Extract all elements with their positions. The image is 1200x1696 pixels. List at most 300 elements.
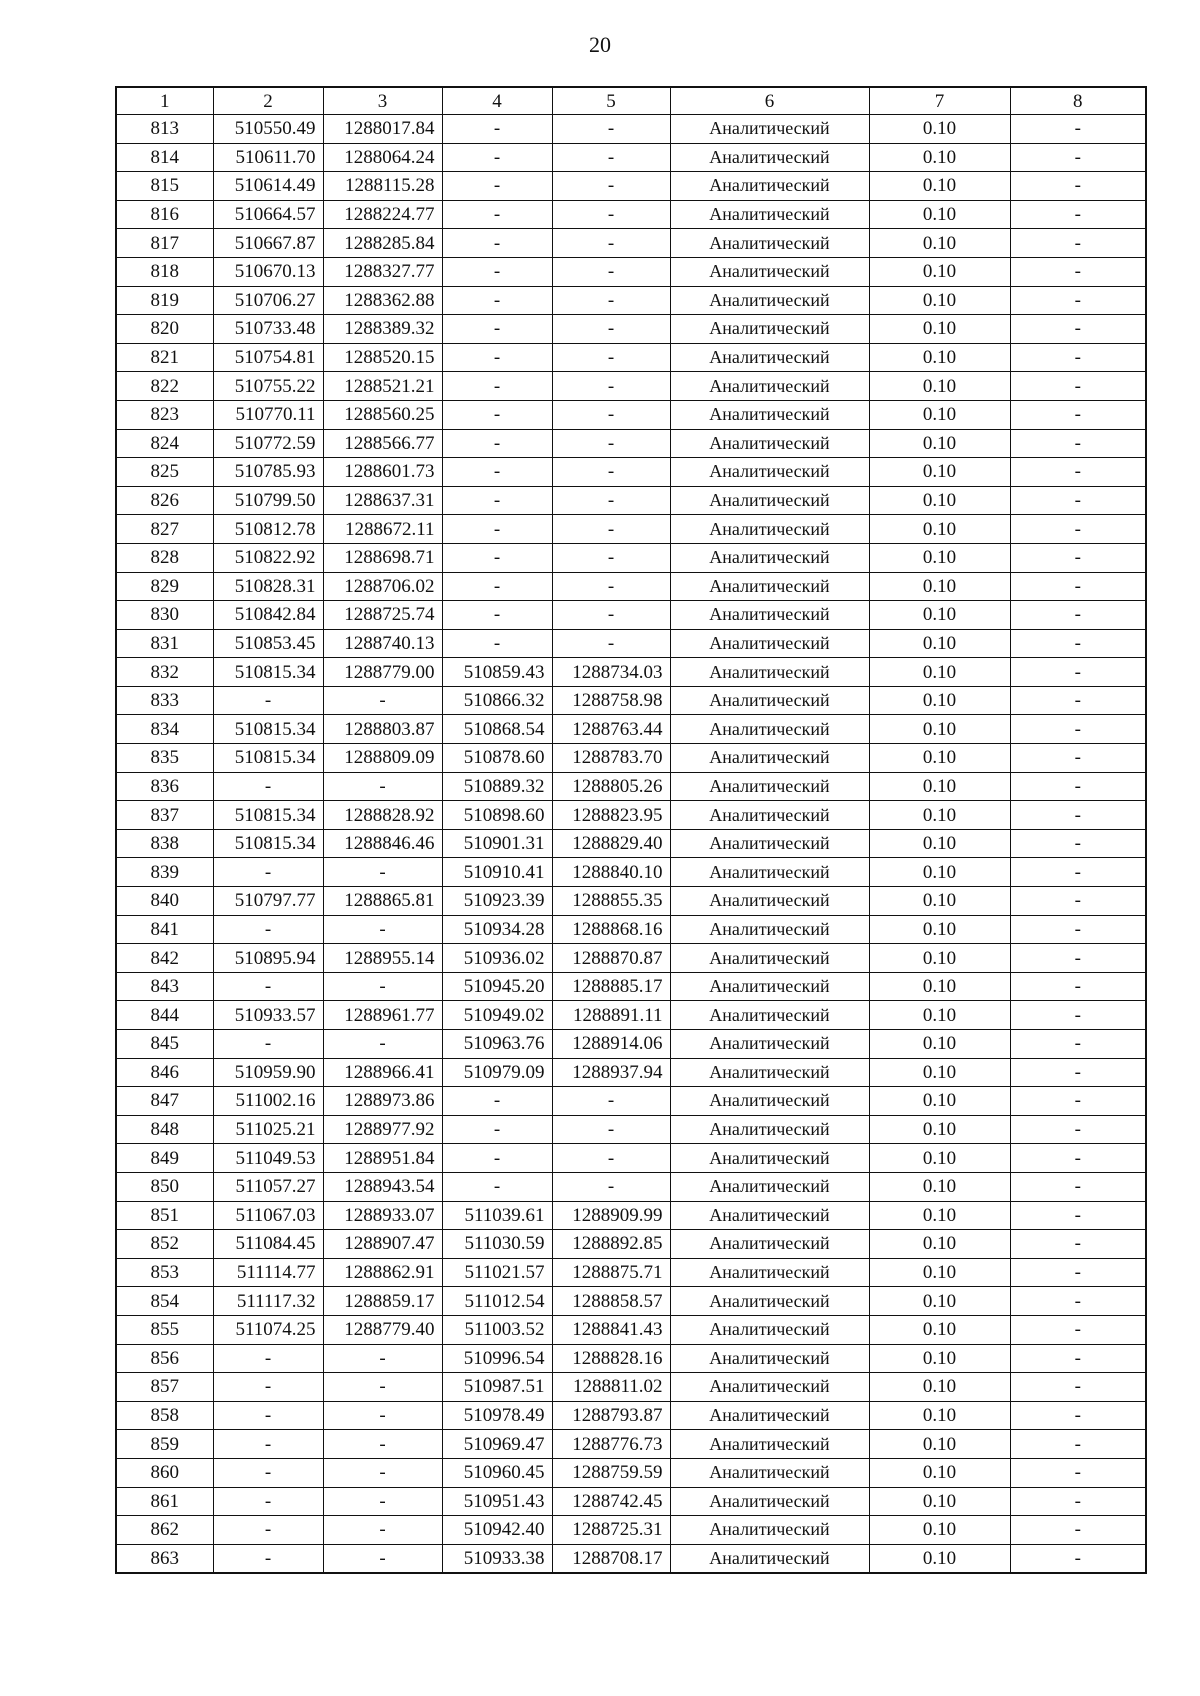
- table-row: [116, 1315, 1146, 1344]
- method-cell: Аналитический: [670, 486, 869, 515]
- note-cell: -: [1010, 1287, 1146, 1316]
- method-cell: Аналитический: [670, 1458, 869, 1487]
- x-coordinate-alt-cell: 510934.28: [442, 915, 552, 944]
- method-cell: Аналитический: [670, 1487, 869, 1516]
- y-coordinate-alt-cell: 1288783.70: [552, 744, 670, 773]
- x-coordinate-cell: 510785.93: [213, 458, 323, 487]
- y-coordinate-cell: 1288285.84: [323, 229, 442, 258]
- y-coordinate-alt-cell: -: [552, 372, 670, 401]
- point-number-cell: 836: [116, 772, 213, 801]
- y-coordinate-cell: -: [323, 858, 442, 887]
- header-cell: 6: [670, 87, 869, 115]
- x-coordinate-alt-cell: -: [442, 458, 552, 487]
- y-coordinate-alt-cell: -: [552, 200, 670, 229]
- x-coordinate-cell: 510895.94: [213, 944, 323, 973]
- note-cell: -: [1010, 915, 1146, 944]
- y-coordinate-alt-cell: -: [552, 429, 670, 458]
- point-number-cell: 849: [116, 1144, 213, 1173]
- x-coordinate-alt-cell: 510910.41: [442, 858, 552, 887]
- note-cell: -: [1010, 1058, 1146, 1087]
- y-coordinate-cell: 1288327.77: [323, 257, 442, 286]
- y-coordinate-cell: -: [323, 915, 442, 944]
- point-number-cell: 820: [116, 315, 213, 344]
- y-coordinate-cell: 1288955.14: [323, 944, 442, 973]
- point-number-cell: 855: [116, 1315, 213, 1344]
- method-cell: Аналитический: [670, 772, 869, 801]
- table-row: [116, 887, 1146, 916]
- point-number-cell: 821: [116, 343, 213, 372]
- note-cell: -: [1010, 572, 1146, 601]
- x-coordinate-cell: -: [213, 1458, 323, 1487]
- table-header-row: [116, 87, 1146, 115]
- x-coordinate-alt-cell: 510996.54: [442, 1344, 552, 1373]
- x-coordinate-alt-cell: -: [442, 1172, 552, 1201]
- x-coordinate-cell: 510822.92: [213, 543, 323, 572]
- y-coordinate-alt-cell: -: [552, 1087, 670, 1116]
- accuracy-cell: 0.10: [869, 400, 1010, 429]
- y-coordinate-alt-cell: -: [552, 1172, 670, 1201]
- method-cell: Аналитический: [670, 1516, 869, 1545]
- table-row: [116, 629, 1146, 658]
- y-coordinate-cell: 1288224.77: [323, 200, 442, 229]
- table-row: [116, 372, 1146, 401]
- y-coordinate-alt-cell: 1288725.31: [552, 1516, 670, 1545]
- accuracy-cell: 0.10: [869, 829, 1010, 858]
- y-coordinate-alt-cell: 1288708.17: [552, 1544, 670, 1573]
- x-coordinate-alt-cell: 510901.31: [442, 829, 552, 858]
- table-row: [116, 1144, 1146, 1173]
- y-coordinate-cell: -: [323, 1487, 442, 1516]
- note-cell: -: [1010, 1087, 1146, 1116]
- y-coordinate-cell: -: [323, 1430, 442, 1459]
- x-coordinate-cell: 511114.77: [213, 1258, 323, 1287]
- x-coordinate-alt-cell: -: [442, 629, 552, 658]
- accuracy-cell: 0.10: [869, 629, 1010, 658]
- note-cell: -: [1010, 715, 1146, 744]
- y-coordinate-alt-cell: -: [552, 515, 670, 544]
- y-coordinate-alt-cell: -: [552, 257, 670, 286]
- y-coordinate-alt-cell: -: [552, 115, 670, 144]
- y-coordinate-cell: -: [323, 1373, 442, 1402]
- accuracy-cell: 0.10: [869, 858, 1010, 887]
- x-coordinate-alt-cell: -: [442, 515, 552, 544]
- x-coordinate-cell: 510815.34: [213, 715, 323, 744]
- accuracy-cell: 0.10: [869, 229, 1010, 258]
- table-row: [116, 400, 1146, 429]
- x-coordinate-cell: 510797.77: [213, 887, 323, 916]
- x-coordinate-cell: 510815.34: [213, 829, 323, 858]
- accuracy-cell: 0.10: [869, 1487, 1010, 1516]
- point-number-cell: 829: [116, 572, 213, 601]
- method-cell: Аналитический: [670, 1258, 869, 1287]
- method-cell: Аналитический: [670, 1030, 869, 1059]
- method-cell: Аналитический: [670, 1144, 869, 1173]
- y-coordinate-alt-cell: -: [552, 629, 670, 658]
- x-coordinate-cell: 511025.21: [213, 1115, 323, 1144]
- y-coordinate-cell: -: [323, 1401, 442, 1430]
- table-row: [116, 1516, 1146, 1545]
- accuracy-cell: 0.10: [869, 1030, 1010, 1059]
- x-coordinate-alt-cell: 510933.38: [442, 1544, 552, 1573]
- note-cell: -: [1010, 1001, 1146, 1030]
- y-coordinate-cell: -: [323, 1344, 442, 1373]
- point-number-cell: 828: [116, 543, 213, 572]
- y-coordinate-cell: 1288779.40: [323, 1315, 442, 1344]
- x-coordinate-alt-cell: 510987.51: [442, 1373, 552, 1402]
- point-number-cell: 819: [116, 286, 213, 315]
- y-coordinate-cell: -: [323, 1458, 442, 1487]
- table-row: [116, 744, 1146, 773]
- x-coordinate-cell: 510667.87: [213, 229, 323, 258]
- method-cell: Аналитический: [670, 343, 869, 372]
- y-coordinate-cell: 1288828.92: [323, 801, 442, 830]
- x-coordinate-cell: 510550.49: [213, 115, 323, 144]
- accuracy-cell: 0.10: [869, 944, 1010, 973]
- point-number-cell: 826: [116, 486, 213, 515]
- y-coordinate-cell: 1288859.17: [323, 1287, 442, 1316]
- accuracy-cell: 0.10: [869, 1344, 1010, 1373]
- point-number-cell: 861: [116, 1487, 213, 1516]
- note-cell: -: [1010, 1172, 1146, 1201]
- x-coordinate-alt-cell: 511021.57: [442, 1258, 552, 1287]
- accuracy-cell: 0.10: [869, 315, 1010, 344]
- accuracy-cell: 0.10: [869, 801, 1010, 830]
- accuracy-cell: 0.10: [869, 1258, 1010, 1287]
- x-coordinate-cell: -: [213, 858, 323, 887]
- table-row: [116, 1230, 1146, 1259]
- note-cell: -: [1010, 629, 1146, 658]
- y-coordinate-alt-cell: 1288891.11: [552, 1001, 670, 1030]
- note-cell: -: [1010, 1373, 1146, 1402]
- x-coordinate-cell: 511049.53: [213, 1144, 323, 1173]
- table-body: [116, 87, 1146, 1573]
- y-coordinate-cell: 1288566.77: [323, 429, 442, 458]
- accuracy-cell: 0.10: [869, 972, 1010, 1001]
- note-cell: -: [1010, 972, 1146, 1001]
- y-coordinate-alt-cell: 1288734.03: [552, 658, 670, 687]
- table-row: [116, 257, 1146, 286]
- point-number-cell: 834: [116, 715, 213, 744]
- accuracy-cell: 0.10: [869, 1001, 1010, 1030]
- table-row: [116, 1373, 1146, 1402]
- y-coordinate-cell: 1288706.02: [323, 572, 442, 601]
- x-coordinate-alt-cell: 511030.59: [442, 1230, 552, 1259]
- header-cell: 2: [213, 87, 323, 115]
- page-number: 20: [589, 32, 611, 57]
- x-coordinate-cell: 510933.57: [213, 1001, 323, 1030]
- accuracy-cell: 0.10: [869, 658, 1010, 687]
- y-coordinate-cell: 1288740.13: [323, 629, 442, 658]
- y-coordinate-cell: 1288961.77: [323, 1001, 442, 1030]
- note-cell: -: [1010, 658, 1146, 687]
- y-coordinate-alt-cell: 1288759.59: [552, 1458, 670, 1487]
- note-cell: -: [1010, 887, 1146, 916]
- note-cell: -: [1010, 801, 1146, 830]
- note-cell: -: [1010, 686, 1146, 715]
- y-coordinate-alt-cell: 1288868.16: [552, 915, 670, 944]
- y-coordinate-cell: 1288064.24: [323, 143, 442, 172]
- x-coordinate-alt-cell: 510923.39: [442, 887, 552, 916]
- y-coordinate-cell: 1288966.41: [323, 1058, 442, 1087]
- x-coordinate-alt-cell: -: [442, 400, 552, 429]
- note-cell: -: [1010, 772, 1146, 801]
- note-cell: -: [1010, 1430, 1146, 1459]
- method-cell: Аналитический: [670, 1087, 869, 1116]
- y-coordinate-alt-cell: 1288758.98: [552, 686, 670, 715]
- table-row: [116, 829, 1146, 858]
- method-cell: Аналитический: [670, 629, 869, 658]
- table-row: [116, 1458, 1146, 1487]
- x-coordinate-alt-cell: 511012.54: [442, 1287, 552, 1316]
- accuracy-cell: 0.10: [869, 458, 1010, 487]
- point-number-cell: 851: [116, 1201, 213, 1230]
- y-coordinate-cell: 1288862.91: [323, 1258, 442, 1287]
- method-cell: Аналитический: [670, 1172, 869, 1201]
- method-cell: Аналитический: [670, 915, 869, 944]
- accuracy-cell: 0.10: [869, 515, 1010, 544]
- x-coordinate-alt-cell: -: [442, 1087, 552, 1116]
- note-cell: -: [1010, 1230, 1146, 1259]
- y-coordinate-cell: 1288809.09: [323, 744, 442, 773]
- accuracy-cell: 0.10: [869, 1230, 1010, 1259]
- note-cell: -: [1010, 286, 1146, 315]
- method-cell: Аналитический: [670, 172, 869, 201]
- y-coordinate-cell: -: [323, 1516, 442, 1545]
- x-coordinate-alt-cell: 510949.02: [442, 1001, 552, 1030]
- accuracy-cell: 0.10: [869, 686, 1010, 715]
- point-number-cell: 832: [116, 658, 213, 687]
- table-row: [116, 572, 1146, 601]
- method-cell: Аналитический: [670, 944, 869, 973]
- table-row: [116, 1487, 1146, 1516]
- method-cell: Аналитический: [670, 658, 869, 687]
- x-coordinate-cell: 510755.22: [213, 372, 323, 401]
- method-cell: Аналитический: [670, 229, 869, 258]
- table-row: [116, 486, 1146, 515]
- point-number-cell: 856: [116, 1344, 213, 1373]
- y-coordinate-alt-cell: 1288914.06: [552, 1030, 670, 1059]
- note-cell: -: [1010, 1315, 1146, 1344]
- x-coordinate-cell: 511074.25: [213, 1315, 323, 1344]
- x-coordinate-alt-cell: 510945.20: [442, 972, 552, 1001]
- table-row: [116, 1172, 1146, 1201]
- table-row: [116, 315, 1146, 344]
- accuracy-cell: 0.10: [869, 915, 1010, 944]
- y-coordinate-cell: 1288560.25: [323, 400, 442, 429]
- y-coordinate-cell: 1288520.15: [323, 343, 442, 372]
- y-coordinate-alt-cell: 1288829.40: [552, 829, 670, 858]
- accuracy-cell: 0.10: [869, 601, 1010, 630]
- y-coordinate-alt-cell: -: [552, 601, 670, 630]
- y-coordinate-cell: 1288803.87: [323, 715, 442, 744]
- method-cell: Аналитический: [670, 429, 869, 458]
- table-row: [116, 1030, 1146, 1059]
- y-coordinate-cell: 1288973.86: [323, 1087, 442, 1116]
- method-cell: Аналитический: [670, 1373, 869, 1402]
- note-cell: -: [1010, 315, 1146, 344]
- point-number-cell: 845: [116, 1030, 213, 1059]
- table-row: [116, 200, 1146, 229]
- accuracy-cell: 0.10: [869, 772, 1010, 801]
- table-row: [116, 601, 1146, 630]
- y-coordinate-alt-cell: 1288823.95: [552, 801, 670, 830]
- x-coordinate-alt-cell: 510960.45: [442, 1458, 552, 1487]
- x-coordinate-cell: 510614.49: [213, 172, 323, 201]
- accuracy-cell: 0.10: [869, 572, 1010, 601]
- table-row: [116, 772, 1146, 801]
- y-coordinate-alt-cell: 1288870.87: [552, 944, 670, 973]
- x-coordinate-alt-cell: -: [442, 1115, 552, 1144]
- y-coordinate-cell: -: [323, 1030, 442, 1059]
- note-cell: -: [1010, 1544, 1146, 1573]
- x-coordinate-alt-cell: -: [442, 1144, 552, 1173]
- y-coordinate-cell: -: [323, 686, 442, 715]
- x-coordinate-alt-cell: 510978.49: [442, 1401, 552, 1430]
- x-coordinate-cell: 510664.57: [213, 200, 323, 229]
- point-number-cell: 835: [116, 744, 213, 773]
- method-cell: Аналитический: [670, 315, 869, 344]
- method-cell: Аналитический: [670, 257, 869, 286]
- accuracy-cell: 0.10: [869, 1058, 1010, 1087]
- table-row: [116, 801, 1146, 830]
- x-coordinate-cell: 510670.13: [213, 257, 323, 286]
- header-cell: 3: [323, 87, 442, 115]
- table-row: [116, 515, 1146, 544]
- table-row: [116, 915, 1146, 944]
- x-coordinate-cell: 510799.50: [213, 486, 323, 515]
- x-coordinate-alt-cell: -: [442, 172, 552, 201]
- accuracy-cell: 0.10: [869, 1115, 1010, 1144]
- accuracy-cell: 0.10: [869, 543, 1010, 572]
- accuracy-cell: 0.10: [869, 343, 1010, 372]
- accuracy-cell: 0.10: [869, 1287, 1010, 1316]
- note-cell: -: [1010, 115, 1146, 144]
- note-cell: -: [1010, 858, 1146, 887]
- y-coordinate-cell: 1288943.54: [323, 1172, 442, 1201]
- note-cell: -: [1010, 486, 1146, 515]
- method-cell: Аналитический: [670, 543, 869, 572]
- accuracy-cell: 0.10: [869, 200, 1010, 229]
- x-coordinate-alt-cell: -: [442, 372, 552, 401]
- method-cell: Аналитический: [670, 1230, 869, 1259]
- note-cell: -: [1010, 1516, 1146, 1545]
- y-coordinate-alt-cell: 1288793.87: [552, 1401, 670, 1430]
- header-cell: 7: [869, 87, 1010, 115]
- point-number-cell: 833: [116, 686, 213, 715]
- table-row: [116, 286, 1146, 315]
- table-row: [116, 229, 1146, 258]
- y-coordinate-alt-cell: -: [552, 229, 670, 258]
- accuracy-cell: 0.10: [869, 1315, 1010, 1344]
- x-coordinate-alt-cell: 510859.43: [442, 658, 552, 687]
- x-coordinate-cell: 511002.16: [213, 1087, 323, 1116]
- table-row: [116, 1401, 1146, 1430]
- x-coordinate-alt-cell: -: [442, 486, 552, 515]
- table-row: [116, 143, 1146, 172]
- x-coordinate-cell: 510812.78: [213, 515, 323, 544]
- accuracy-cell: 0.10: [869, 1201, 1010, 1230]
- y-coordinate-cell: 1288389.32: [323, 315, 442, 344]
- method-cell: Аналитический: [670, 1058, 869, 1087]
- x-coordinate-cell: 511117.32: [213, 1287, 323, 1316]
- point-number-cell: 831: [116, 629, 213, 658]
- y-coordinate-cell: 1288698.71: [323, 543, 442, 572]
- y-coordinate-cell: -: [323, 1544, 442, 1573]
- x-coordinate-cell: 510853.45: [213, 629, 323, 658]
- table-row: [116, 944, 1146, 973]
- method-cell: Аналитический: [670, 115, 869, 144]
- x-coordinate-alt-cell: 510951.43: [442, 1487, 552, 1516]
- note-cell: -: [1010, 1258, 1146, 1287]
- table-row: [116, 1115, 1146, 1144]
- y-coordinate-alt-cell: -: [552, 543, 670, 572]
- x-coordinate-alt-cell: -: [442, 143, 552, 172]
- x-coordinate-alt-cell: -: [442, 257, 552, 286]
- table-row: [116, 429, 1146, 458]
- y-coordinate-alt-cell: -: [552, 1115, 670, 1144]
- y-coordinate-alt-cell: 1288892.85: [552, 1230, 670, 1259]
- table-row: [116, 715, 1146, 744]
- note-cell: -: [1010, 1030, 1146, 1059]
- accuracy-cell: 0.10: [869, 1516, 1010, 1545]
- note-cell: -: [1010, 257, 1146, 286]
- note-cell: -: [1010, 372, 1146, 401]
- method-cell: Аналитический: [670, 1115, 869, 1144]
- y-coordinate-alt-cell: -: [552, 315, 670, 344]
- table-row: [116, 1001, 1146, 1030]
- table-row: [116, 543, 1146, 572]
- method-cell: Аналитический: [670, 143, 869, 172]
- note-cell: -: [1010, 744, 1146, 773]
- y-coordinate-cell: 1288907.47: [323, 1230, 442, 1259]
- y-coordinate-alt-cell: 1288776.73: [552, 1430, 670, 1459]
- x-coordinate-alt-cell: 510878.60: [442, 744, 552, 773]
- note-cell: -: [1010, 200, 1146, 229]
- x-coordinate-alt-cell: -: [442, 543, 552, 572]
- x-coordinate-alt-cell: 510889.32: [442, 772, 552, 801]
- y-coordinate-cell: 1288601.73: [323, 458, 442, 487]
- table-row: [116, 686, 1146, 715]
- accuracy-cell: 0.10: [869, 486, 1010, 515]
- point-number-cell: 853: [116, 1258, 213, 1287]
- accuracy-cell: 0.10: [869, 429, 1010, 458]
- header-cell: 1: [116, 87, 213, 115]
- x-coordinate-alt-cell: 510866.32: [442, 686, 552, 715]
- y-coordinate-cell: 1288362.88: [323, 286, 442, 315]
- point-number-cell: 830: [116, 601, 213, 630]
- note-cell: -: [1010, 601, 1146, 630]
- x-coordinate-cell: 510815.34: [213, 744, 323, 773]
- method-cell: Аналитический: [670, 458, 869, 487]
- x-coordinate-alt-cell: 510898.60: [442, 801, 552, 830]
- point-number-cell: 843: [116, 972, 213, 1001]
- accuracy-cell: 0.10: [869, 143, 1010, 172]
- x-coordinate-cell: -: [213, 1401, 323, 1430]
- y-coordinate-cell: 1288017.84: [323, 115, 442, 144]
- x-coordinate-alt-cell: -: [442, 315, 552, 344]
- x-coordinate-cell: 510706.27: [213, 286, 323, 315]
- y-coordinate-alt-cell: 1288805.26: [552, 772, 670, 801]
- accuracy-cell: 0.10: [869, 1458, 1010, 1487]
- x-coordinate-alt-cell: -: [442, 343, 552, 372]
- header-cell: 5: [552, 87, 670, 115]
- table-row: [116, 115, 1146, 144]
- method-cell: Аналитический: [670, 1001, 869, 1030]
- point-number-cell: 813: [116, 115, 213, 144]
- x-coordinate-cell: 510842.84: [213, 601, 323, 630]
- x-coordinate-cell: -: [213, 1430, 323, 1459]
- point-number-cell: 852: [116, 1230, 213, 1259]
